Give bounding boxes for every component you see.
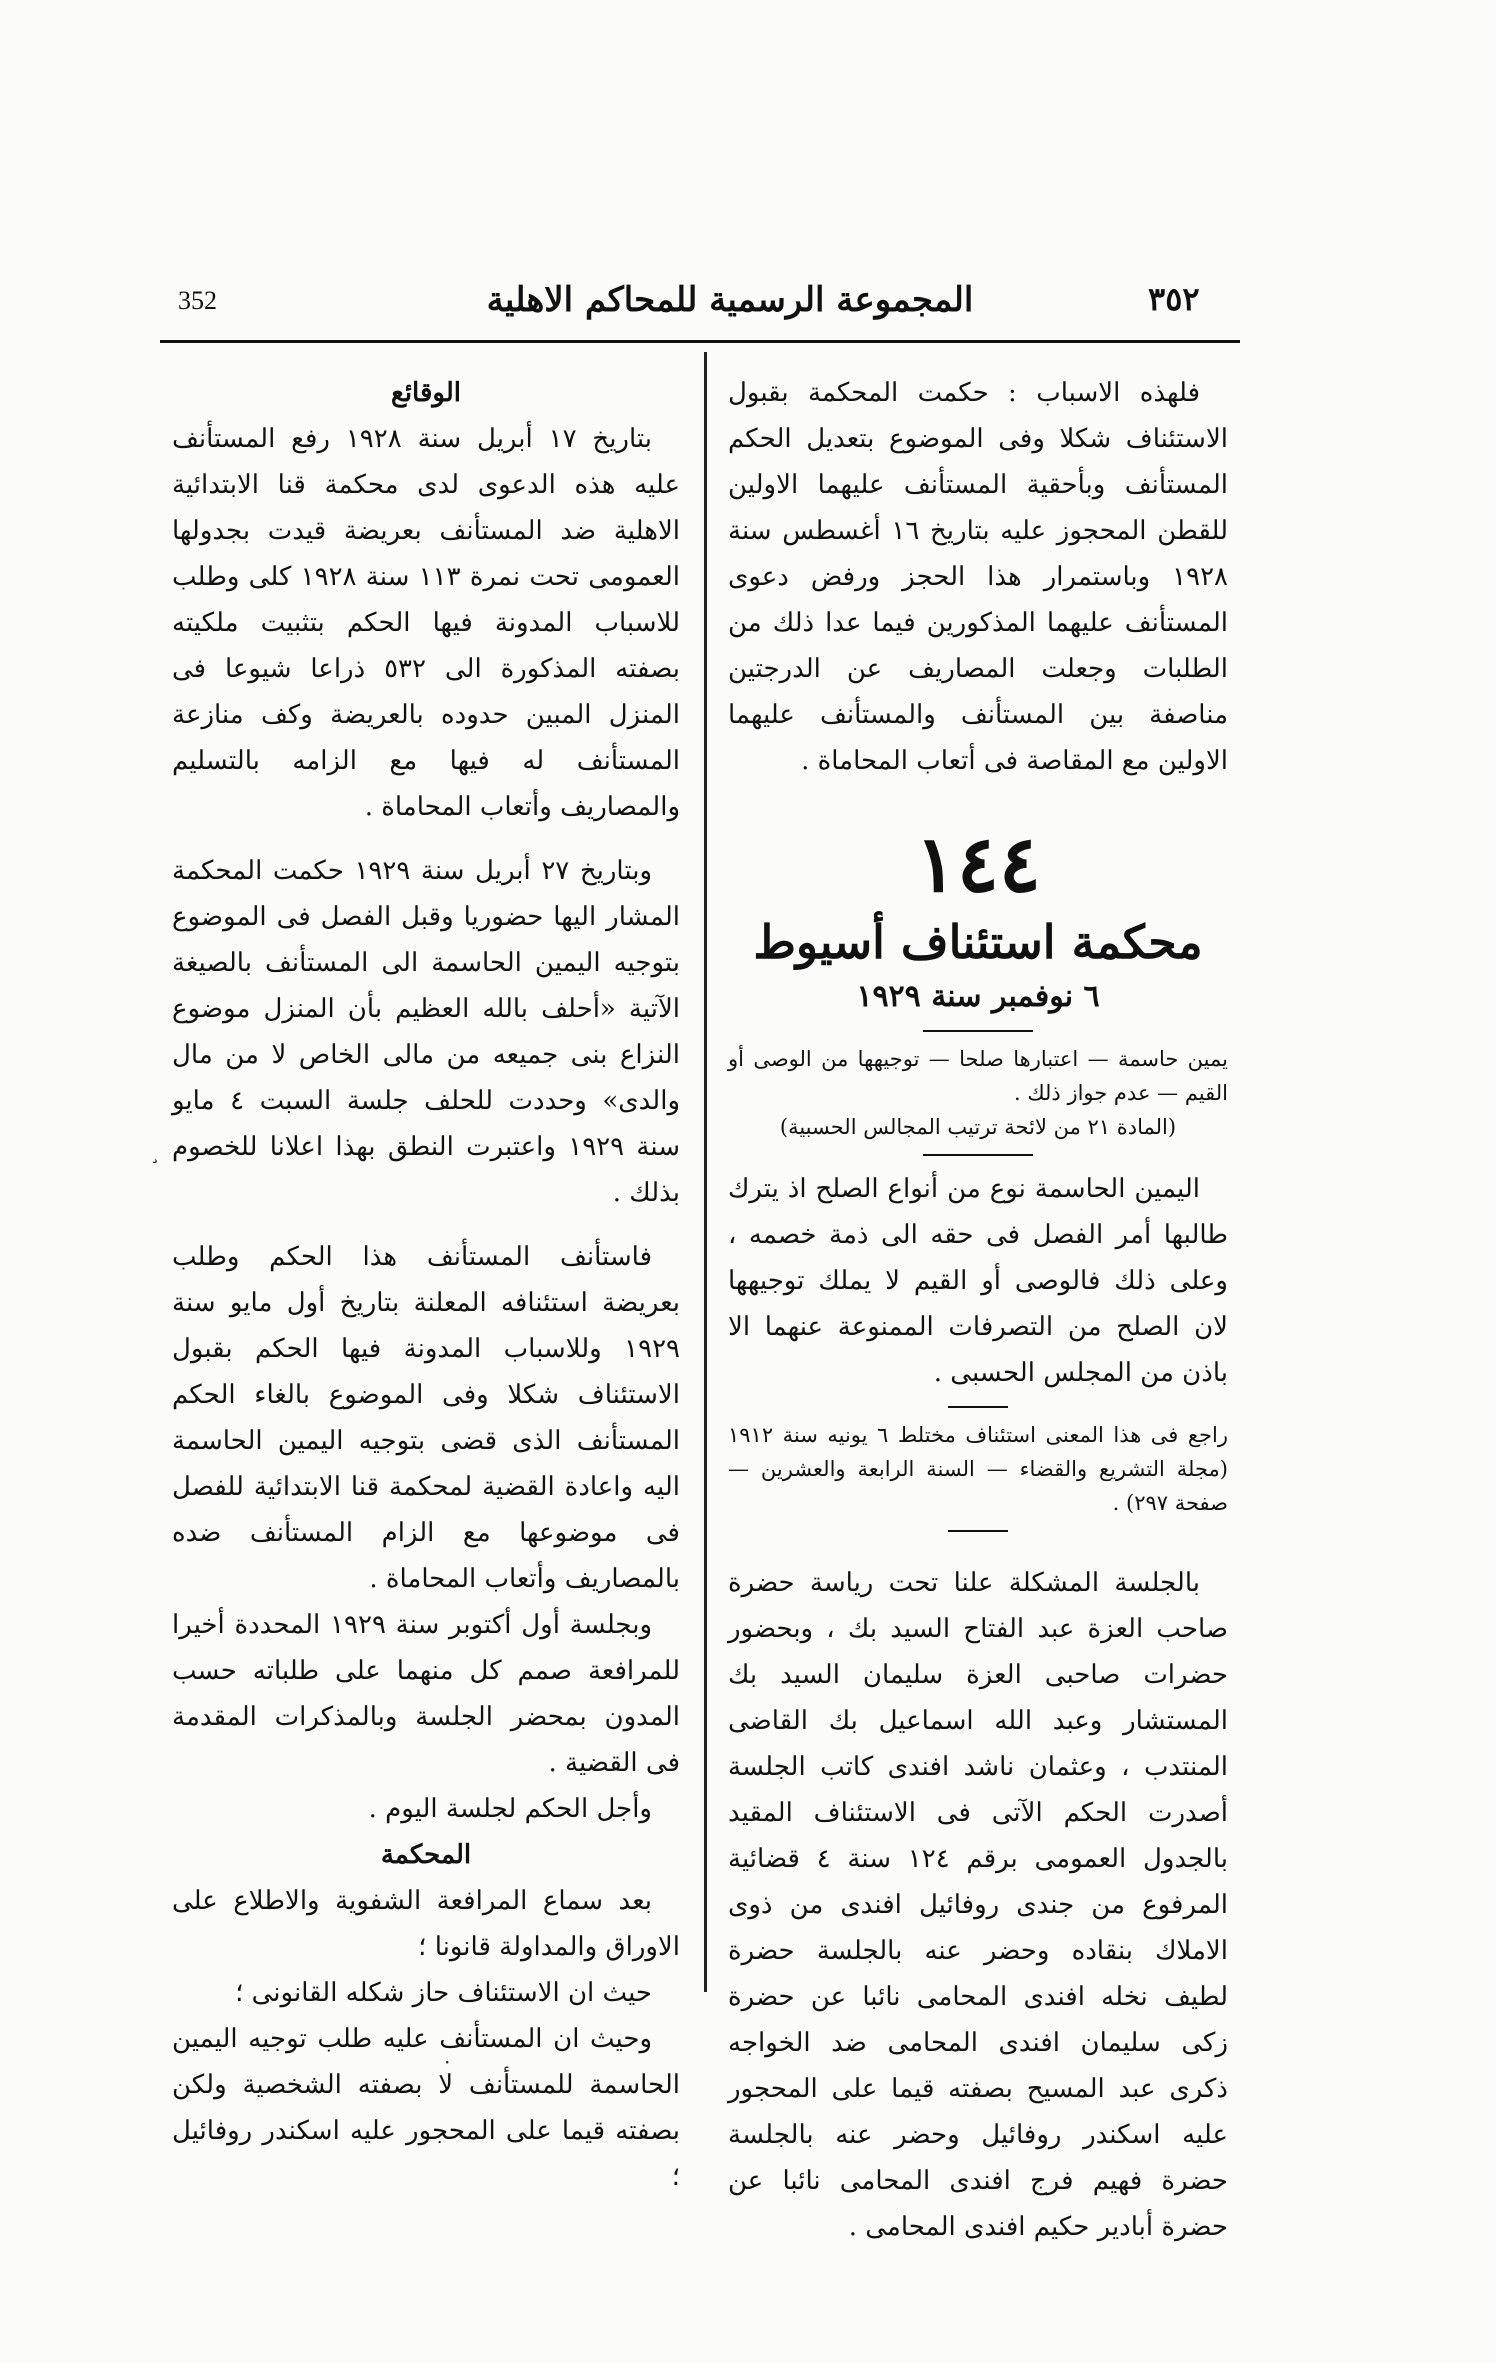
court-date: ٦ نوفمبر سنة ١٩٢٩ [856, 979, 1100, 1014]
right-column [728, 370, 1228, 2250]
court-paragraph: بعد سماع المرافعة الشفوية والاطلاع على الاوراق والمداولة قانونا ؛ [172, 1886, 680, 1962]
session-paragraph: بالجلسة المشكلة علنا تحت رياسة حضرة صاحب العزة عبد الفتاح السيد بك ، وبحضور حضرات صاحبى العزة سليمان السيد بك المستشار وعبد الله اسماعيل بك القاضى المنتدب ، وعثمان ناشد افندى كاتب الجلسة أصدرت الحكم الآتى فى الاستئناف المقيد بالجدول العمومى برقم ١٢٤ سنة ٤ قضائية المرفوع من جندى روفائيل افندى من ذوى الاملاك بنقاده وحضر عنه بالجلسة حضرة لطيف نخله افندى المحامى نائبا عن حضرة زكى سليمان افندى المحامى ضد الخواجه ذكرى عبد المسيح بصفته قيما على المحجور عليه اسكندر روفائيل وحضر عنه بالجلسة حضرة فهيم فرج افندى المحامى نائبا عن حضرة أبادير حكيم افندى المحامى . [728, 1568, 1228, 2242]
case-summary-line: يمين حاسمة — اعتبارها صلحا — توجيهها من الوصى أو القيم — عدم جواز ذلك . [728, 1047, 1228, 1105]
scan-mark: · [444, 2050, 451, 2074]
left-column [172, 370, 680, 2200]
court-paragraph: وحيث ان المستأنف عليه طلب توجيه اليمين الحاسمة للمستأنف لا بصفته الشخصية ولكن بصفته قيما على المحجور عليه اسكندر روفائيل ؛ [172, 2024, 680, 2192]
reference-note: راجع فى هذا المعنى استئناف مختلط ٦ يونيه سنة ١٩١٢ (مجلة التشريع والقضاء — السنة الرابعة والعشرين — صفحة ٢٩٧) . [728, 1423, 1228, 1515]
facts-paragraph: وبتاريخ ٢٧ أبريل سنة ١٩٢٩ حكمت المحكمة المشار اليها حضوريا وقبل الفصل فى الموضوع بتوجيه اليمين الحاسمة الى المستأنف بالصيغة الآتية «أحلف بالله العظيم بأن المنزل موضوع النزاع بنى جميعه من مالى الخاص لا من مال والدى» وحددت للحلف جلسة السبت ٤ مايو سنة ١٩٢٩ واعتبرت النطق بهذا اعلانا للخصوم بذلك . [172, 856, 681, 1208]
facts-paragraph: وأجل الحكم لجلسة اليوم . [368, 1794, 652, 1824]
scan-mark: ¸ [150, 1140, 160, 1164]
page-number-latin: 352 [178, 286, 217, 315]
facts-paragraph: بتاريخ ١٧ أبريل سنة ١٩٢٨ رفع المستأنف عليه هذه الدعوى لدى محكمة قنا الابتدائية الاهلية ضد المستأنف بعريضة قيدت بجدولها العمومى تحت نمرة ١١٣ سنة ١٩٢٨ كلى وطلب للاسباب المدونة فيها الحكم بتثبيت ملكيته بصفته المذكورة الى ٥٣٢ ذراعا شيوعا فى المنزل المبين حدوده بالعريضة وكف منازعة المستأنف له فيها مع الزامه بالتسليم والمصاريف وأتعاب المحاماة . [172, 424, 680, 822]
court-heading: المحكمة [380, 1840, 472, 1870]
court-name: محكمة استئناف أسيوط [753, 915, 1203, 969]
court-paragraph: حيث ان الاستئناف حاز شكله القانونى ؛ [235, 1978, 652, 2008]
facts-paragraph: فاستأنف المستأنف هذا الحكم وطلب بعريضة استئنافه المعلنة بتاريخ أول مايو سنة ١٩٢٩ وللاسباب المدونة فيها الحكم بقبول الاستئناف شكلا وفى الموضوع بالغاء الحكم المستأنف الذى قضى بتوجيه اليمين الحاسمة اليه واعادة القضية لمحكمة قنا الابتدائية للفصل فى موضوعها مع الزام المستأنف ضده بالمصاريف وأتعاب المحاماة . [172, 1242, 680, 1594]
case-number: ١٤٤ [915, 819, 1041, 910]
section-rule [923, 1030, 1033, 1032]
section-rule [923, 1154, 1033, 1156]
section-rule [948, 1406, 1008, 1408]
facts-heading: الوقائع [390, 378, 461, 408]
page-number-arabic: ٣٥٢ [1148, 280, 1200, 318]
judgment-operative-paragraph: فلهذه الاسباب : حكمت المحكمة بقبول الاستئناف شكلا وفى الموضوع بتعديل الحكم المستأنف وبأحقية المستأنف عليهما الاولين للقطن المحجوز عليه بتاريخ ١٦ أغسطس سنة ١٩٢٨ وباستمرار هذا الحجز ورفض دعوى المستأنف عليهما المذكورين فيما عدا ذلك من الطلبات وجعلت المصاريف عن الدرجتين مناصفة بين المستأنف والمستأنف عليهما الاولين مع المقاصة فى أتعاب المحاماة . [728, 378, 1228, 776]
header-rule [160, 340, 1240, 343]
running-title: المجموعة الرسمية للمحاكم الاهلية [486, 280, 974, 320]
section-rule [948, 1530, 1008, 1532]
legal-principle: اليمين الحاسمة نوع من أنواع الصلح اذ يترك طالبها أمر الفصل فى حقه الى ذمة خصمه ، وعلى ذلك فالوصى أو القيم لا يملك توجيهها لان الصلح من التصرفات الممنوعة عنهما الا باذن من المجلس الحسبى . [728, 1174, 1228, 1388]
case-summary-article: (المادة ٢١ من لائحة ترتيب المجالس الحسبية) [779, 1115, 1177, 1139]
facts-paragraph: وبجلسة أول أكتوبر سنة ١٩٢٩ المحددة أخيرا للمرافعة صمم كل منهما على طلباته حسب المدون بمحضر الجلسة وبالمذكرات المقدمة فى القضية . [172, 1610, 680, 1778]
column-divider [704, 352, 707, 1992]
